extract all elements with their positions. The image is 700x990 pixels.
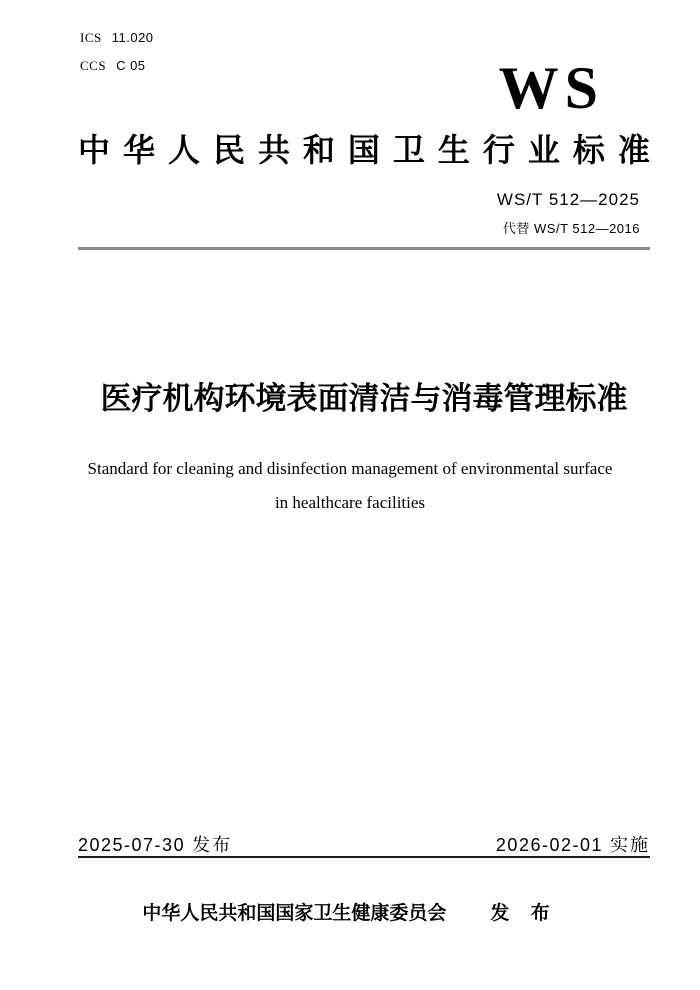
- ics-label: ICS: [80, 30, 102, 45]
- publish-action-label: 发 布: [490, 903, 558, 924]
- header-divider-rule: [78, 247, 650, 250]
- ccs-label: CCS: [80, 58, 107, 73]
- ccs-code-line: [80, 58, 146, 74]
- ccs-value: C 05: [116, 58, 146, 73]
- issue-date-group: [78, 831, 232, 857]
- implementation-date-group: [496, 831, 650, 857]
- standard-type-heading: 中 华 人 民 共 和 国 卫 生 行 业 标 准: [78, 132, 650, 168]
- implementation-date: 2026-02-01: [495, 835, 603, 855]
- document-title-chinese: 医疗机构环境表面清洁与消毒管理标准: [100, 381, 628, 416]
- publisher-name: 中华人民共和国国家卫生健康委员会: [142, 903, 447, 924]
- publisher-row: [0, 898, 700, 925]
- ics-value: 11.020: [111, 30, 154, 45]
- issue-date: 2025-07-30: [78, 835, 186, 855]
- standard-number: WS/T 512—2025: [496, 190, 640, 209]
- ws-standard-logo: WS: [498, 55, 604, 121]
- ics-code-line: [80, 30, 154, 46]
- replaces-note: 代替 WS/T 512—2016: [502, 221, 640, 236]
- document-title-english-line2: in healthcare facilities: [274, 493, 426, 512]
- footer-divider-rule: [78, 856, 650, 858]
- issue-date-label: 发布: [192, 835, 233, 855]
- implementation-date-label: 实施: [610, 835, 650, 855]
- document-title-english-line1: Standard for cleaning and disinfection management of environmental surface: [87, 459, 613, 478]
- dates-row: [78, 831, 650, 857]
